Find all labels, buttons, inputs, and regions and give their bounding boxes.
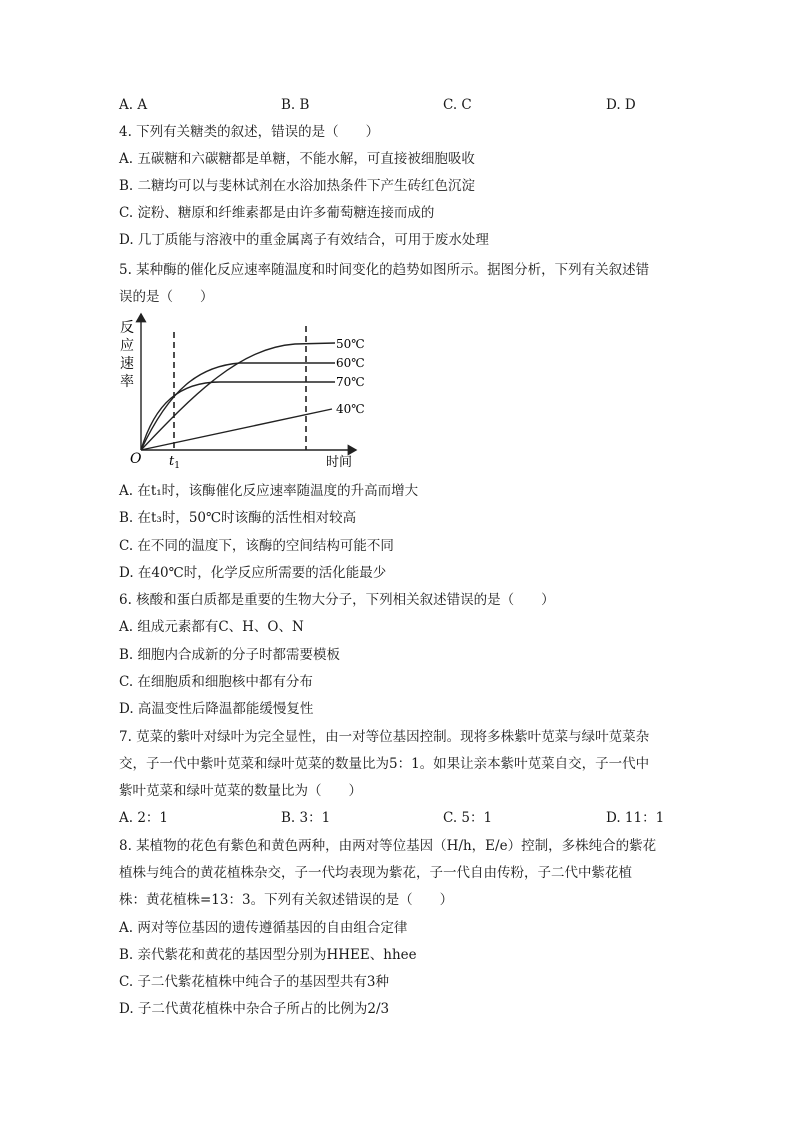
q8-option-b: B. 亲代紫花和黄花的基因型分别为HHEE、hhee [119, 947, 417, 963]
q3-option-d: D. D [606, 97, 636, 113]
q4-option-a: A. 五碳糖和六碳糖都是单糖，不能水解，可直接被细胞吸收 [119, 151, 475, 167]
q3-option-a: A. A [119, 97, 148, 113]
curve-label-70c: 70℃ [336, 375, 365, 389]
q6-stem: 6. 核酸和蛋白质都是重要的生物大分子，下列相关叙述错误的是（ ） [119, 592, 555, 608]
curve-40c [141, 409, 332, 450]
q7-stem-line3: 紫叶苋菜和绿叶苋菜的数量比为（ ） [119, 783, 362, 799]
q5-figure [110, 308, 380, 473]
q4-stem: 4. 下列有关糖类的叙述，错误的是（ ） [119, 124, 380, 140]
q8-option-c: C. 子二代紫花植株中纯合子的基因型共有3种 [119, 974, 390, 990]
q7-option-a: A. 2：1 [119, 810, 169, 826]
curve-label-60c: 60℃ [336, 356, 365, 370]
y-label-3: 速 [120, 356, 134, 372]
q7-option-d: D. 11：1 [606, 810, 665, 826]
curve-label-50c: 50℃ [336, 337, 365, 351]
q3-option-c: C. C [443, 97, 472, 113]
q5-stem-line2: 误的是（ ） [119, 289, 214, 305]
y-label-4: 率 [120, 374, 134, 390]
y-label-1: 反 [120, 320, 134, 336]
q7-stem-line2: 交，子一代中紫叶苋菜和绿叶苋菜的数量比为5：1。如果让亲本紫叶苋菜自交，子一代中 [119, 756, 650, 772]
q6-option-c: C. 在细胞质和细胞核中都有分布 [119, 674, 313, 690]
t1-label: $t_1$ [169, 454, 180, 471]
q8-stem-line2: 植株与纯合的黄花植株杂交，子一代均表现为紫花，子一代自由传粉，子二代中紫花植 [119, 865, 632, 881]
curve-label-40c: 40℃ [336, 402, 365, 416]
q8-option-d: D. 子二代黄花植株中杂合子所占的比例为2/3 [119, 1001, 390, 1017]
y-label-2: 应 [120, 338, 134, 354]
q5-stem-line1: 5. 某种酶的催化反应速率随温度和时间变化的趋势如图所示。据图分析，下列有关叙述错 [119, 262, 650, 278]
q5-option-a: A. 在t₁时，该酶催化反应速率随温度的升高而增大 [119, 483, 419, 499]
q8-stem-line3: 株：黄花植株=13：3。下列有关叙述错误的是（ ） [119, 892, 454, 908]
q7-option-c: C. 5：1 [443, 810, 493, 826]
origin-label: O [130, 451, 142, 467]
q6-option-b: B. 细胞内合成新的分子时都需要模板 [119, 647, 341, 663]
q5-option-d: D. 在40℃时，化学反应所需要的活化能最少 [119, 565, 387, 581]
q5-option-c: C. 在不同的温度下，该酶的空间结构可能不同 [119, 538, 394, 554]
x-label: 时间 [326, 455, 353, 470]
q4-option-b: B. 二糖均可以与斐林试剂在水浴加热条件下产生砖红色沉淀 [119, 178, 476, 194]
q4-option-c: C. 淀粉、糖原和纤维素都是由许多葡萄糖连接而成的 [119, 205, 435, 221]
q6-option-a: A. 组成元素都有C、H、O、N [119, 619, 304, 635]
q4-option-d: D. 几丁质能与溶液中的重金属离子有效结合，可用于废水处理 [119, 232, 489, 248]
q5-option-b: B. 在t₃时，50℃时该酶的活性相对较高 [119, 510, 357, 526]
q3-option-b: B. B [281, 97, 310, 113]
q8-option-a: A. 两对等位基因的遗传遵循基因的自由组合定律 [119, 920, 408, 936]
q6-option-d: D. 高温变性后降温都能缓慢复性 [119, 701, 314, 717]
q7-option-b: B. 3：1 [281, 810, 331, 826]
q8-stem-line1: 8. 某植物的花色有紫色和黄色两种，由两对等位基因（H/h，E/e）控制，多株纯合的紫花 [119, 838, 657, 854]
q7-stem-line1: 7. 苋菜的紫叶对绿叶为完全显性，由一对等位基因控制。现将多株紫叶苋菜与绿叶苋菜杂 [119, 729, 650, 745]
